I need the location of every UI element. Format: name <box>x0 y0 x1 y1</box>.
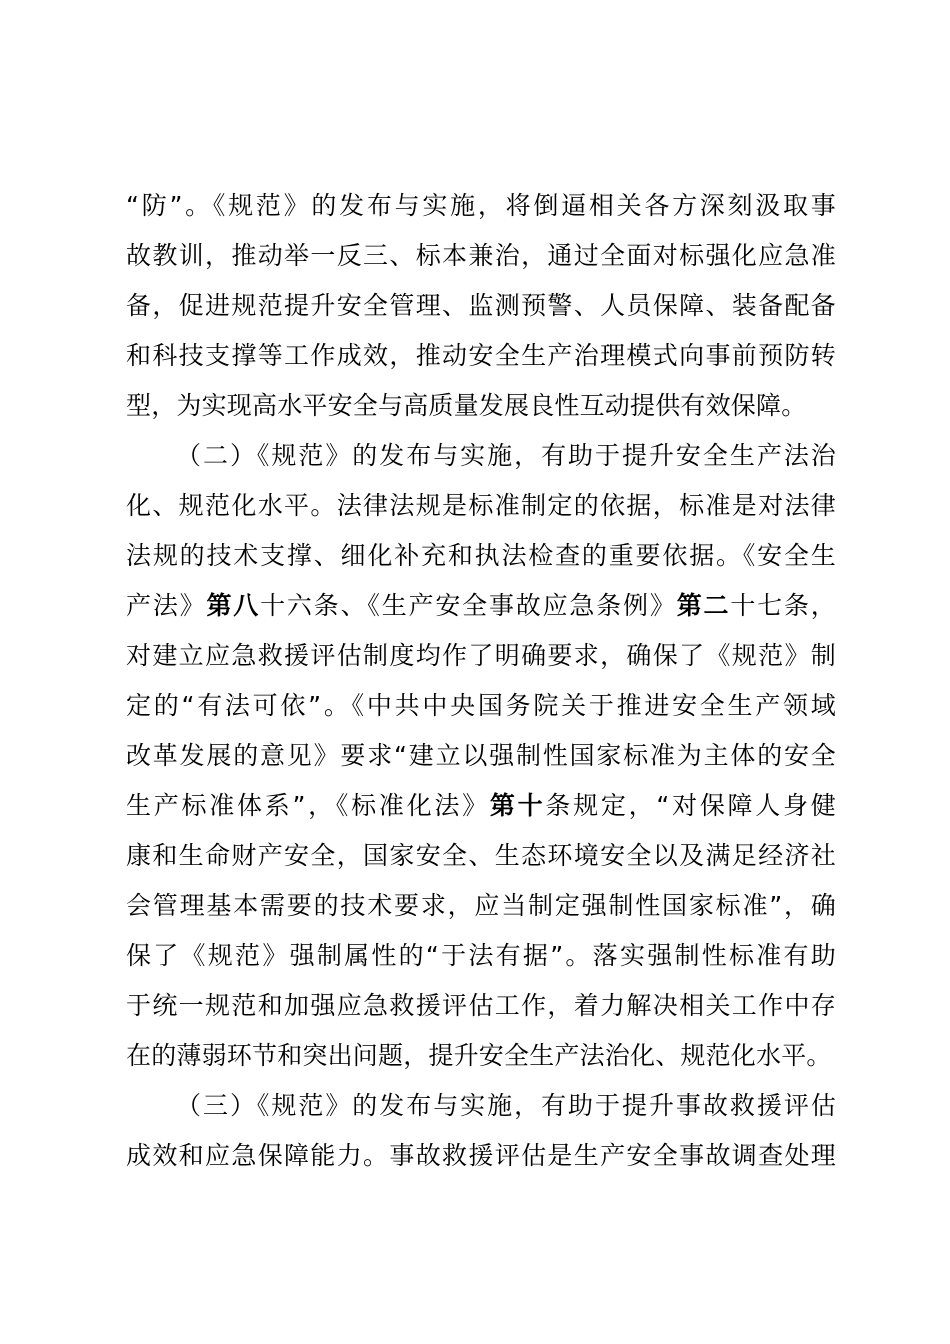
text-line: 在的薄弱环节和突出问题，提升安全生产法治化、规范化水平。 <box>126 1041 832 1070</box>
text-line: （二）《规范》的发布与实施，有助于提升安全生产法治 <box>176 441 836 470</box>
text-line: 故教训，推动举一反三、标本兼治，通过全面对标强化应急准 <box>126 241 836 270</box>
text-line: （三）《规范》的发布与实施，有助于提升事故救援评估 <box>176 1091 836 1120</box>
paragraph-1 <box>126 181 836 431</box>
text-run: 生产标准体系”，《标准化法》 <box>126 791 490 820</box>
text-line: 化、规范化水平。法律法规是标准制定的依据，标准是对法律 <box>126 491 836 520</box>
paragraph-2 <box>126 431 836 1081</box>
text-line: 成效和应急保障能力。事故救援评估是生产安全事故调查处理 <box>126 1141 836 1170</box>
text-line: 定的“有法可依”。《中共中央国务院关于推进安全生产领域 <box>126 691 836 720</box>
text-line: 和科技支撑等工作成效，推动安全生产治理模式向事前预防转 <box>126 341 836 370</box>
text-line: 保了《规范》强制属性的“于法有据”。落实强制性标准有助 <box>126 941 836 970</box>
text-line-mixed <box>126 781 836 831</box>
bold-text-run: 第二 <box>676 591 731 620</box>
text-line-mixed <box>126 581 836 631</box>
text-line: 法规的技术支撑、细化补充和执法检查的重要依据。《安全生 <box>126 541 836 570</box>
text-run: 十六条、《生产安全事故应急条例》 <box>260 591 677 620</box>
text-run: 十七条， <box>730 591 836 620</box>
text-line: 康和生命财产安全，国家安全、生态环境安全以及满足经济社 <box>126 841 836 870</box>
body-text <box>126 181 836 1181</box>
text-line: 备，促进规范提升安全管理、监测预警、人员保障、装备配备 <box>126 291 836 320</box>
text-line: 会管理基本需要的技术要求，应当制定强制性国家标准”，确 <box>126 891 836 920</box>
text-line: 型，为实现高水平安全与高质量发展良性互动提供有效保障。 <box>126 391 807 420</box>
text-line: “防”。《规范》的发布与实施，将倒逼相关各方深刻汲取事 <box>126 191 836 220</box>
text-run: 产法》 <box>126 591 207 620</box>
paragraph-3 <box>126 1081 836 1181</box>
bold-text-run: 第八 <box>206 591 261 620</box>
text-run: 条规定，“对保障人身健 <box>545 791 836 820</box>
bold-text-run: 第十 <box>489 791 546 820</box>
text-line: 对建立应急救援评估制度均作了明确要求，确保了《规范》制 <box>126 641 836 670</box>
text-line: 改革发展的意见》要求“建立以强制性国家标准为主体的安全 <box>126 741 836 770</box>
text-line: 于统一规范和加强应急救援评估工作，着力解决相关工作中存 <box>126 991 836 1020</box>
